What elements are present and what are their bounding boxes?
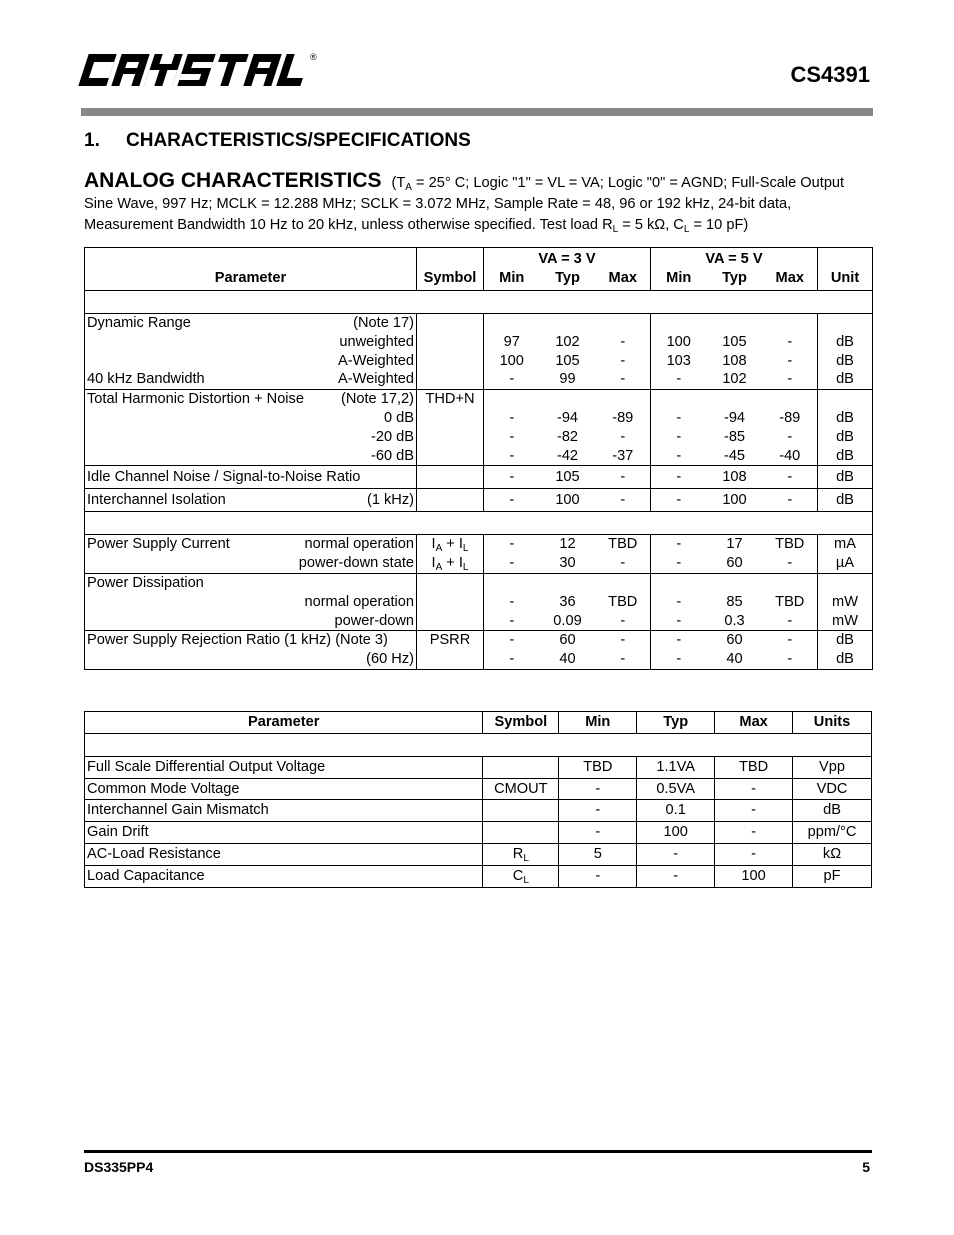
value-cell: -89 - -37 <box>596 390 651 466</box>
table-row <box>85 466 873 489</box>
value-cell: - - <box>484 573 540 630</box>
unit-cell: Vpp <box>793 756 872 778</box>
unit-cell: kΩ <box>793 843 872 865</box>
col-symbol: Symbol <box>417 248 484 291</box>
value-cell: - - <box>651 573 707 630</box>
symbol-cell: THD+N <box>417 390 484 466</box>
value-cell: - <box>715 843 793 865</box>
param-label: Power Supply Rejection Ratio (1 kHz) (Note 3) <box>87 632 388 649</box>
value-cell: 0.5VA <box>637 778 715 800</box>
value-cell: - <box>763 489 818 512</box>
symbol-cell: $C_L$ <box>483 865 559 887</box>
unit-cell: mW mW <box>818 573 873 630</box>
svg-text:®: ® <box>310 52 317 62</box>
value-cell: - <box>637 843 715 865</box>
param-sub: A-Weighted <box>338 352 414 369</box>
table-row <box>85 800 872 822</box>
unit-cell: ppm/°C <box>793 822 872 844</box>
footer-rule <box>84 1150 872 1153</box>
value-cell: - - <box>651 535 707 574</box>
table-row <box>85 631 873 670</box>
param-sub: 40 kHz Bandwidth <box>87 371 205 388</box>
value-cell: 105 108 102 <box>707 314 763 390</box>
analog-heading: ANALOG CHARACTERISTICS <box>84 169 382 192</box>
param-sub: -60 dB <box>371 447 414 464</box>
table-row <box>85 778 872 800</box>
analog-characteristics-table <box>84 247 873 670</box>
value-cell: 100 103 - <box>651 314 707 390</box>
value-cell: - <box>559 800 637 822</box>
table-row <box>85 535 873 574</box>
col-min: Min <box>559 712 637 734</box>
param-sub: unweighted <box>339 333 414 350</box>
col-symbol: Symbol <box>483 712 559 734</box>
value-cell: - <box>637 865 715 887</box>
col-min: Min <box>651 270 707 291</box>
unit-cell: VDC <box>793 778 872 800</box>
value-cell: - <box>651 489 707 512</box>
col-parameter: Parameter <box>85 712 483 734</box>
param-label: Dynamic Range <box>87 315 191 331</box>
document-id: DS335PP4 <box>84 1159 154 1175</box>
param-label: Total Harmonic Distortion + Noise <box>87 391 304 408</box>
unit-cell: pF <box>793 865 872 887</box>
unit-cell: mA µA <box>818 535 873 574</box>
param-label: Idle Channel Noise / Signal-to-Noise Ratio <box>85 466 417 489</box>
value-cell: - - <box>763 631 818 670</box>
value-cell: - - - <box>763 314 818 390</box>
unit-cell: dB <box>818 489 873 512</box>
value-cell: 108 <box>707 466 763 489</box>
value-cell: 102 105 99 <box>540 314 596 390</box>
value-cell: - <box>484 466 540 489</box>
intro-paragraph <box>84 170 874 236</box>
table-row <box>85 756 872 778</box>
param-sub: 0 dB <box>383 409 414 426</box>
param-label: AC-Load Resistance <box>85 843 483 865</box>
value-cell: - <box>596 489 651 512</box>
param-cell <box>85 489 417 512</box>
value-cell: - - - <box>596 314 651 390</box>
unit-cell: dB dB dB <box>818 390 873 466</box>
value-cell: - <box>715 822 793 844</box>
symbol-cell <box>417 314 484 390</box>
value-cell: 5 <box>559 843 637 865</box>
section-title-text: CHARACTERISTICS/SPECIFICATIONS <box>126 130 471 151</box>
param-sub: A-Weighted <box>338 371 414 388</box>
value-cell: 1.1VA <box>637 756 715 778</box>
value-cell: - - <box>484 535 540 574</box>
table-row <box>85 489 873 512</box>
value-cell: 85 0.3 <box>707 573 763 630</box>
param-cell <box>85 535 417 574</box>
unit-cell: dB dB dB <box>818 314 873 390</box>
param-label: Common Mode Voltage <box>85 778 483 800</box>
col-typ: Typ <box>707 270 763 291</box>
value-cell: -94 -85 -45 <box>707 390 763 466</box>
value-cell: TBD - <box>763 573 818 630</box>
conditions-sub: L <box>612 224 619 235</box>
value-cell: 0.1 <box>637 800 715 822</box>
param-cell <box>85 631 417 670</box>
symbol-cell <box>483 822 559 844</box>
value-cell: 36 0.09 <box>540 573 596 630</box>
group-va3: VA = 3 V <box>484 248 651 271</box>
value-cell: - <box>715 778 793 800</box>
value-cell: -94 -82 -42 <box>540 390 596 466</box>
value-cell: - <box>559 865 637 887</box>
col-units: Units <box>793 712 872 734</box>
output-characteristics-table <box>84 711 872 888</box>
value-cell: - - - <box>651 390 707 466</box>
value-cell: 12 30 <box>540 535 596 574</box>
section-number: 1. <box>84 130 100 151</box>
value-cell: - - - <box>484 390 540 466</box>
value-cell: 97 100 - <box>484 314 540 390</box>
value-cell: 60 40 <box>540 631 596 670</box>
value-cell: TBD - <box>596 573 651 630</box>
value-cell: 100 <box>715 865 793 887</box>
symbol-cell <box>483 756 559 778</box>
param-label: Power Dissipation <box>87 574 204 591</box>
param-cell <box>85 573 417 630</box>
param-note: (1 kHz) <box>366 492 414 509</box>
symbol-cell: PSRR <box>417 631 484 670</box>
spacer-row <box>85 291 873 314</box>
page-number: 5 <box>862 1159 870 1175</box>
col-typ: Typ <box>540 270 596 291</box>
header-row <box>85 712 872 734</box>
spacer-row <box>85 512 873 535</box>
param-note: (Note 17,2) <box>340 391 414 408</box>
conditions-sub: A <box>405 182 412 193</box>
value-cell: -89 - -40 <box>763 390 818 466</box>
symbol-cell <box>417 489 484 512</box>
conditions-text: = 5 kΩ, C <box>618 217 684 233</box>
value-cell: TBD - <box>763 535 818 574</box>
table-row <box>85 865 872 887</box>
param-sub: power-down state <box>298 555 414 572</box>
unit-cell: dB <box>793 800 872 822</box>
param-sub: normal operation <box>304 593 414 610</box>
conditions-text: = 25° C; Logic "1" = VL = VA; Logic "0" = AGND; Full-Scale Output Sine Wave, 997 Hz; MCLK = 12.288 MHz; SCLK = 3.072 MHz, Sample Rate = 48, 96 or 192 kHz, 24-bit data, Measurement Bandwidth 10 Hz to 20 kHz, unless otherwise specified. Test load R <box>84 175 845 233</box>
value-cell: - <box>559 822 637 844</box>
param-sub: -20 dB <box>371 428 414 445</box>
col-max: Max <box>763 270 818 291</box>
spacer-row <box>85 733 872 756</box>
param-cell <box>85 390 417 466</box>
table-row <box>85 573 873 630</box>
group-va5: VA = 5 V <box>651 248 818 271</box>
param-label: Interchannel Gain Mismatch <box>85 800 483 822</box>
value-cell: TBD - <box>596 535 651 574</box>
param-note: (Note 17) <box>353 315 414 331</box>
value-cell: - - <box>596 631 651 670</box>
symbol-cell: $I_A + I_L$ $I_A + I_L$ <box>417 535 484 574</box>
part-number: CS4391 <box>790 62 870 87</box>
header-rule <box>81 108 873 116</box>
conditions-sub: L <box>683 224 690 235</box>
param-label: Load Capacitance <box>85 865 483 887</box>
col-min: Min <box>484 270 540 291</box>
value-cell: - <box>484 489 540 512</box>
value-cell: TBD <box>559 756 637 778</box>
col-unit: Unit <box>818 248 873 291</box>
param-sub: (60 Hz) <box>366 651 414 668</box>
table-row <box>85 822 872 844</box>
value-cell: TBD <box>715 756 793 778</box>
conditions-text: (T <box>391 175 406 191</box>
col-typ: Typ <box>637 712 715 734</box>
col-max: Max <box>596 270 651 291</box>
param-cell <box>85 314 417 390</box>
value-cell: - <box>715 800 793 822</box>
col-max: Max <box>715 712 793 734</box>
value-cell: - <box>651 466 707 489</box>
header-row <box>85 248 873 271</box>
symbol-cell <box>483 800 559 822</box>
param-label: Interchannel Isolation <box>87 492 226 509</box>
value-cell: 100 <box>707 489 763 512</box>
symbol-cell <box>417 573 484 630</box>
value-cell: - <box>559 778 637 800</box>
value-cell: 105 <box>540 466 596 489</box>
value-cell: 60 40 <box>707 631 763 670</box>
col-parameter: Parameter <box>85 248 417 291</box>
unit-cell: dB dB <box>818 631 873 670</box>
symbol-cell <box>417 466 484 489</box>
unit-cell: dB <box>818 466 873 489</box>
conditions-text: = 10 pF) <box>689 217 749 233</box>
symbol-cell: $R_L$ <box>483 843 559 865</box>
value-cell: - <box>596 466 651 489</box>
value-cell: - <box>763 466 818 489</box>
param-label: Power Supply Current <box>87 536 230 553</box>
table-row <box>85 843 872 865</box>
table-row <box>85 314 873 390</box>
table-row <box>85 390 873 466</box>
section-title <box>84 130 471 152</box>
value-cell: 100 <box>637 822 715 844</box>
param-label: Full Scale Differential Output Voltage <box>85 756 483 778</box>
crystal-logo <box>78 50 318 90</box>
param-sub: power-down <box>334 612 414 629</box>
value-cell: - - <box>484 631 540 670</box>
symbol-cell: CMOUT <box>483 778 559 800</box>
value-cell: 17 60 <box>707 535 763 574</box>
param-label: Gain Drift <box>85 822 483 844</box>
param-sub: normal operation <box>304 536 414 553</box>
value-cell: 100 <box>540 489 596 512</box>
value-cell: - - <box>651 631 707 670</box>
